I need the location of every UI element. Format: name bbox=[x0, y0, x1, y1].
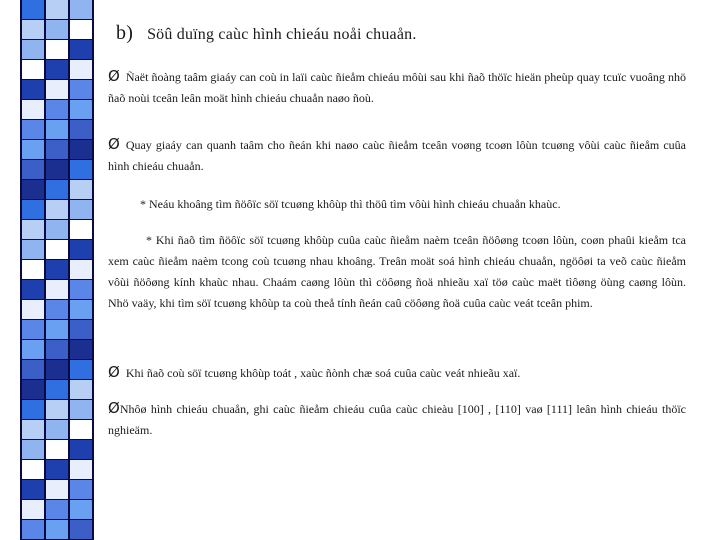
ribbon-tile bbox=[70, 0, 92, 20]
ribbon-tile bbox=[22, 40, 44, 60]
ribbon-tile bbox=[70, 280, 92, 300]
ribbon-tile bbox=[70, 240, 92, 260]
ribbon-tile bbox=[22, 520, 44, 540]
ribbon-tile bbox=[22, 120, 44, 140]
ribbon-tile bbox=[46, 40, 68, 60]
ribbon-tile bbox=[46, 480, 68, 500]
ribbon-tile bbox=[22, 380, 44, 400]
ribbon-tile bbox=[46, 420, 68, 440]
paragraph-6: ØNhôø hình chieáu chuaån, ghi caùc ñieåm chieáu cuûa caùc chieàu [100] , [110] vaø [111] leân hình chieáu thöïc nghieäm. bbox=[108, 399, 686, 437]
ribbon-tile bbox=[22, 80, 44, 100]
ribbon-tile bbox=[70, 220, 92, 240]
paragraph-5: Ø Khi ñaõ coù söï tcuøng khôùp toát , xaùc ñònh chæ soá cuûa caùc veát nhieãu xaï. bbox=[108, 363, 521, 381]
ribbon-tile bbox=[70, 400, 92, 420]
ribbon-tile bbox=[22, 420, 44, 440]
arrow-bullet-icon: Ø bbox=[108, 399, 120, 417]
arrow-bullet-icon: Ø bbox=[108, 135, 120, 153]
ribbon-tile bbox=[46, 440, 68, 460]
ribbon-tile bbox=[70, 160, 92, 180]
paragraph-1: Ø Ñaët ñoàng taâm giaáy can coù in laïi caùc ñieåm chieáu môùi sau khi ñaõ thöïc hieän pheùp quay tcuïc vuoâng nhö ñaõ noùi tceân leân moät hình chieáu chuaån naøo ñoù. bbox=[108, 67, 686, 105]
ribbon-tile bbox=[70, 320, 92, 340]
ribbon-tile bbox=[70, 140, 92, 160]
ribbon-tile bbox=[46, 200, 68, 220]
ribbon-tile bbox=[70, 100, 92, 120]
ribbon-tile bbox=[70, 40, 92, 60]
paragraph-3: * Neáu khoâng tìm ñöôïc söï tcuøng khôùp thì thöû tìm vôùi hình chieáu chuaån khaùc. bbox=[140, 197, 561, 211]
ribbon-tile bbox=[70, 260, 92, 280]
ribbon-tile bbox=[46, 0, 68, 20]
ribbon-tile bbox=[22, 500, 44, 520]
ribbon-tile bbox=[22, 480, 44, 500]
ribbon-tile bbox=[46, 120, 68, 140]
ribbon-tile bbox=[22, 140, 44, 160]
ribbon-tile bbox=[46, 240, 68, 260]
ribbon-tile bbox=[22, 320, 44, 340]
ribbon-tile bbox=[22, 340, 44, 360]
ribbon-tile bbox=[46, 300, 68, 320]
ribbon-tile bbox=[46, 280, 68, 300]
ribbon-tile bbox=[70, 300, 92, 320]
ribbon-tile bbox=[46, 500, 68, 520]
ribbon-tile bbox=[46, 80, 68, 100]
ribbon-tile bbox=[70, 200, 92, 220]
ribbon-tile bbox=[70, 180, 92, 200]
ribbon-tile bbox=[70, 380, 92, 400]
ribbon-tile bbox=[70, 420, 92, 440]
ribbon-tile bbox=[70, 520, 92, 540]
ribbon-tile bbox=[46, 400, 68, 420]
ribbon-tile bbox=[22, 400, 44, 420]
paragraph-2: Ø Quay giaáy can quanh taâm cho ñeán khi naøo caùc ñieåm tceân voøng tcoøn lôùn tcuøng vôùi caùc ñieåm cuûa hình chieáu chuaån. bbox=[108, 135, 686, 173]
ribbon-tile bbox=[70, 340, 92, 360]
ribbon-tile bbox=[22, 160, 44, 180]
ribbon-tile bbox=[46, 140, 68, 160]
ribbon-tile bbox=[70, 60, 92, 80]
arrow-bullet-icon: Ø bbox=[108, 67, 120, 85]
ribbon-tile bbox=[46, 460, 68, 480]
ribbon-tile bbox=[46, 320, 68, 340]
section-number: b) bbox=[116, 22, 134, 44]
ribbon-tile bbox=[22, 220, 44, 240]
ribbon-tile bbox=[46, 520, 68, 540]
ribbon-tile bbox=[46, 20, 68, 40]
ribbon-tile bbox=[22, 280, 44, 300]
ribbon-tile bbox=[70, 440, 92, 460]
section-heading bbox=[116, 22, 417, 45]
ribbon-tile bbox=[70, 360, 92, 380]
ribbon-tile bbox=[46, 360, 68, 380]
ribbon-tile bbox=[70, 20, 92, 40]
ribbon-tile bbox=[22, 460, 44, 480]
ribbon-tile bbox=[70, 80, 92, 100]
ribbon-tile bbox=[22, 260, 44, 280]
ribbon-tile bbox=[22, 20, 44, 40]
decorative-tile-ribbon bbox=[16, 0, 90, 540]
ribbon-tile bbox=[22, 60, 44, 80]
ribbon-tile bbox=[22, 180, 44, 200]
ribbon-tile bbox=[46, 340, 68, 360]
ribbon-tile bbox=[70, 500, 92, 520]
ribbon-tile bbox=[22, 300, 44, 320]
ribbon-tile bbox=[46, 380, 68, 400]
ribbon-tile bbox=[46, 220, 68, 240]
ribbon-tile bbox=[46, 60, 68, 80]
ribbon-tile bbox=[70, 480, 92, 500]
paragraph-4: * Khi ñaõ tìm ñöôïc söï tcuøng khôùp cuûa caùc ñieåm naèm tceân ñöôøng tcoøn lôùn, coøn phaûi kieåm tca xem caùc ñieåm naèm tcong coù tcuøng nhau khoâng. Treân moät soá hình chieáu chuaån, ngöôøi ta veõ caùc ñieåm vôùi ñöôøng kính khaùc nhau. Chaám caøng lôùn thì cöôøng ñoä nhieãu xaï töø caùc maët tìôøng öùng caøng lôùn. Nhö vaäy, khi tìm söï tcuøng khôùp ta coù theå tính ñeán caû cöôøng ñoä cuûa caùc veát tceân phim. bbox=[108, 233, 686, 310]
ribbon-tile bbox=[22, 100, 44, 120]
ribbon-tile bbox=[46, 180, 68, 200]
arrow-bullet-icon: Ø bbox=[108, 363, 120, 381]
ribbon-tile bbox=[46, 260, 68, 280]
ribbon-tile bbox=[22, 0, 44, 20]
ribbon-tile bbox=[22, 240, 44, 260]
ribbon-tile bbox=[70, 460, 92, 480]
ribbon-tile bbox=[46, 100, 68, 120]
ribbon-tile bbox=[22, 360, 44, 380]
ribbon-tile bbox=[22, 200, 44, 220]
section-title: Söû duïng caùc hình chieáu noåi chuaån. bbox=[147, 26, 417, 43]
ribbon-tile bbox=[22, 440, 44, 460]
ribbon-tile bbox=[70, 120, 92, 140]
ribbon-tile bbox=[46, 160, 68, 180]
